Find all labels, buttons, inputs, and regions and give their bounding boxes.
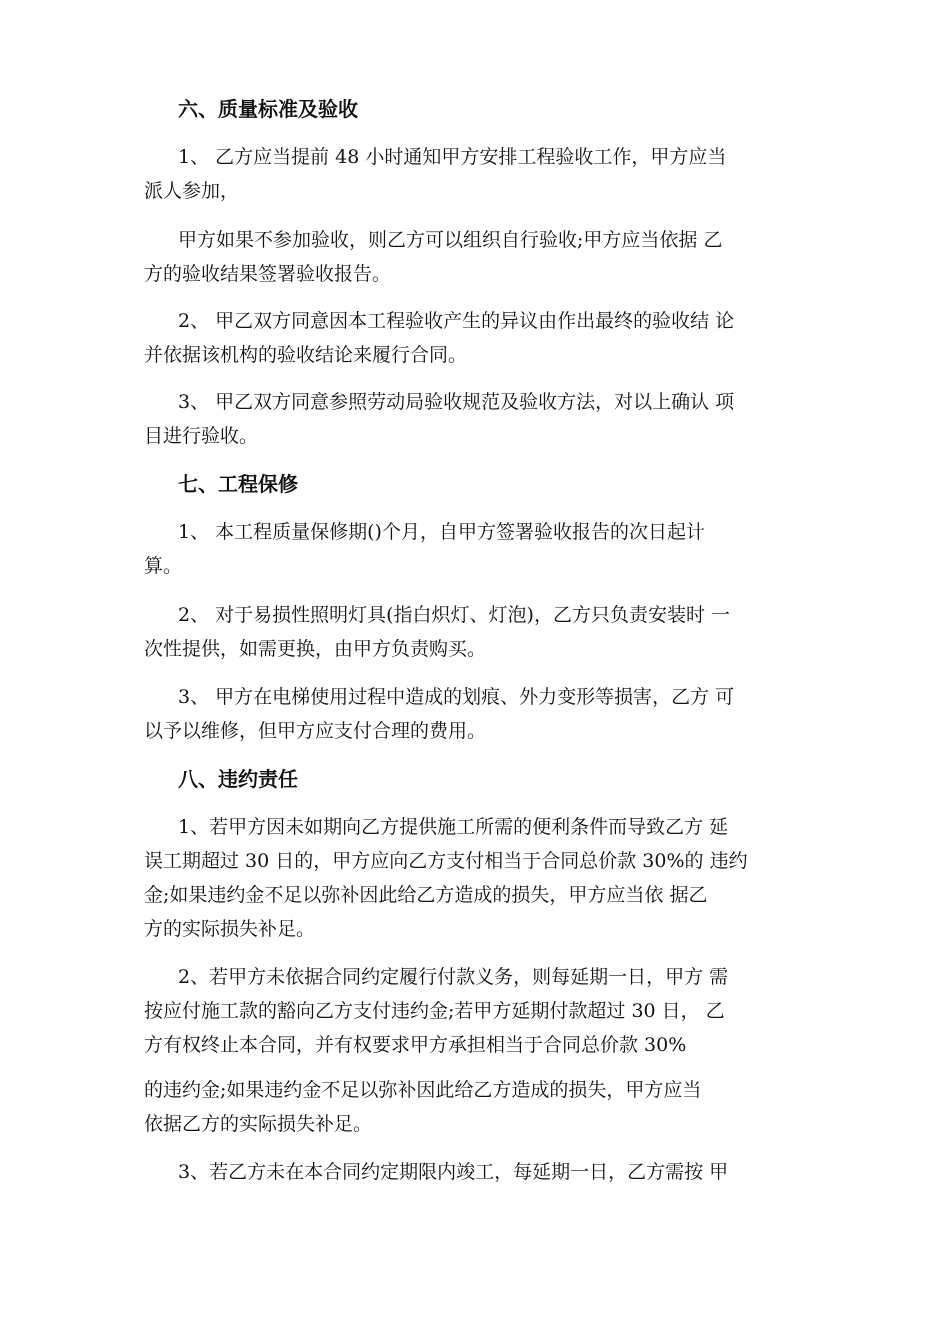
text-line: 次性提供，如需更换，由甲方负责购买。 (144, 638, 487, 660)
text-line: 方有权终止本合同，并有权要求甲方承担相当于合同总价款 30% (144, 1034, 687, 1056)
text-line: 金;如果违约金不足以弥补因此给乙方造成的损失，甲方应当依 据乙 (144, 884, 708, 906)
paragraph-6-1 (144, 140, 844, 208)
text-line: 以予以维修，但甲方应支付合理的费用。 (144, 720, 487, 742)
text-line: 算。 (144, 555, 183, 577)
paragraph-6-4 (144, 385, 844, 453)
text-line: 2、 甲乙双方同意因本工程验收产生的异议由作出最终的验收结 论 (178, 310, 735, 332)
paragraph-7-3 (144, 680, 844, 748)
text-line: 2、若甲方未依据合同约定履行付款义务，则每延期一日，甲方 需 (178, 966, 729, 988)
text-line: 目进行验收。 (144, 425, 259, 447)
paragraph-7-1 (144, 515, 844, 583)
section-heading-liability: 八、违约责任 (178, 767, 298, 791)
text-line: 并依据该机构的验收结论来履行合同。 (144, 344, 468, 366)
paragraph-6-2 (144, 223, 844, 291)
paragraph-8-2-continued (144, 1073, 844, 1141)
text-line: 1、 乙方应当提前 48 小时通知甲方安排工程验收工作，甲方应当 (178, 146, 727, 168)
text-line: 甲方如果不参加验收，则乙方可以组织自行验收;甲方应当依据 乙 (178, 229, 723, 251)
paragraph-8-2 (144, 960, 844, 1062)
text-line: 依据乙方的实际损失补足。 (144, 1113, 373, 1135)
text-line: 按应付施工款的豁向乙方支付违约金;若甲方延期付款超过 30 日， 乙 (144, 1000, 725, 1022)
text-line: 方的验收结果签署验收报告。 (144, 263, 392, 285)
section-heading-warranty: 七、工程保修 (178, 472, 298, 496)
text-line: 3、 甲方在电梯使用过程中造成的划痕、外力变形等损害，乙方 可 (178, 686, 735, 708)
text-line: 3、 甲乙双方同意参照劳动局验收规范及验收方法，对以上确认 项 (178, 391, 735, 413)
paragraph-8-3 (144, 1155, 844, 1189)
paragraph-7-2 (144, 598, 844, 666)
section-heading-quality: 六、质量标准及验收 (178, 97, 358, 121)
text-line: 误工期超过 30 日的，甲方应向乙方支付相当于合同总价款 30%的 违约 (144, 850, 748, 872)
paragraph-8-1 (144, 810, 844, 946)
text-line: 2、 对于易损性照明灯具(指白炽灯、灯泡)，乙方只负责安装时 一 (178, 604, 730, 626)
text-line: 的违约金;如果违约金不足以弥补因此给乙方造成的损失，甲方应当 (144, 1079, 702, 1101)
text-line: 派人参加， (144, 180, 240, 202)
text-line: 方的实际损失补足。 (144, 918, 316, 940)
paragraph-6-3 (144, 304, 844, 372)
text-line: 1、 本工程质量保修期()个月，自甲方签署验收报告的次日起计 (178, 521, 705, 543)
text-line: 1、若甲方因未如期向乙方提供施工所需的便利条件而导致乙方 延 (178, 816, 729, 838)
text-line: 3、若乙方未在本合同约定期限内竣工，每延期一日，乙方需按 甲 (178, 1161, 729, 1183)
